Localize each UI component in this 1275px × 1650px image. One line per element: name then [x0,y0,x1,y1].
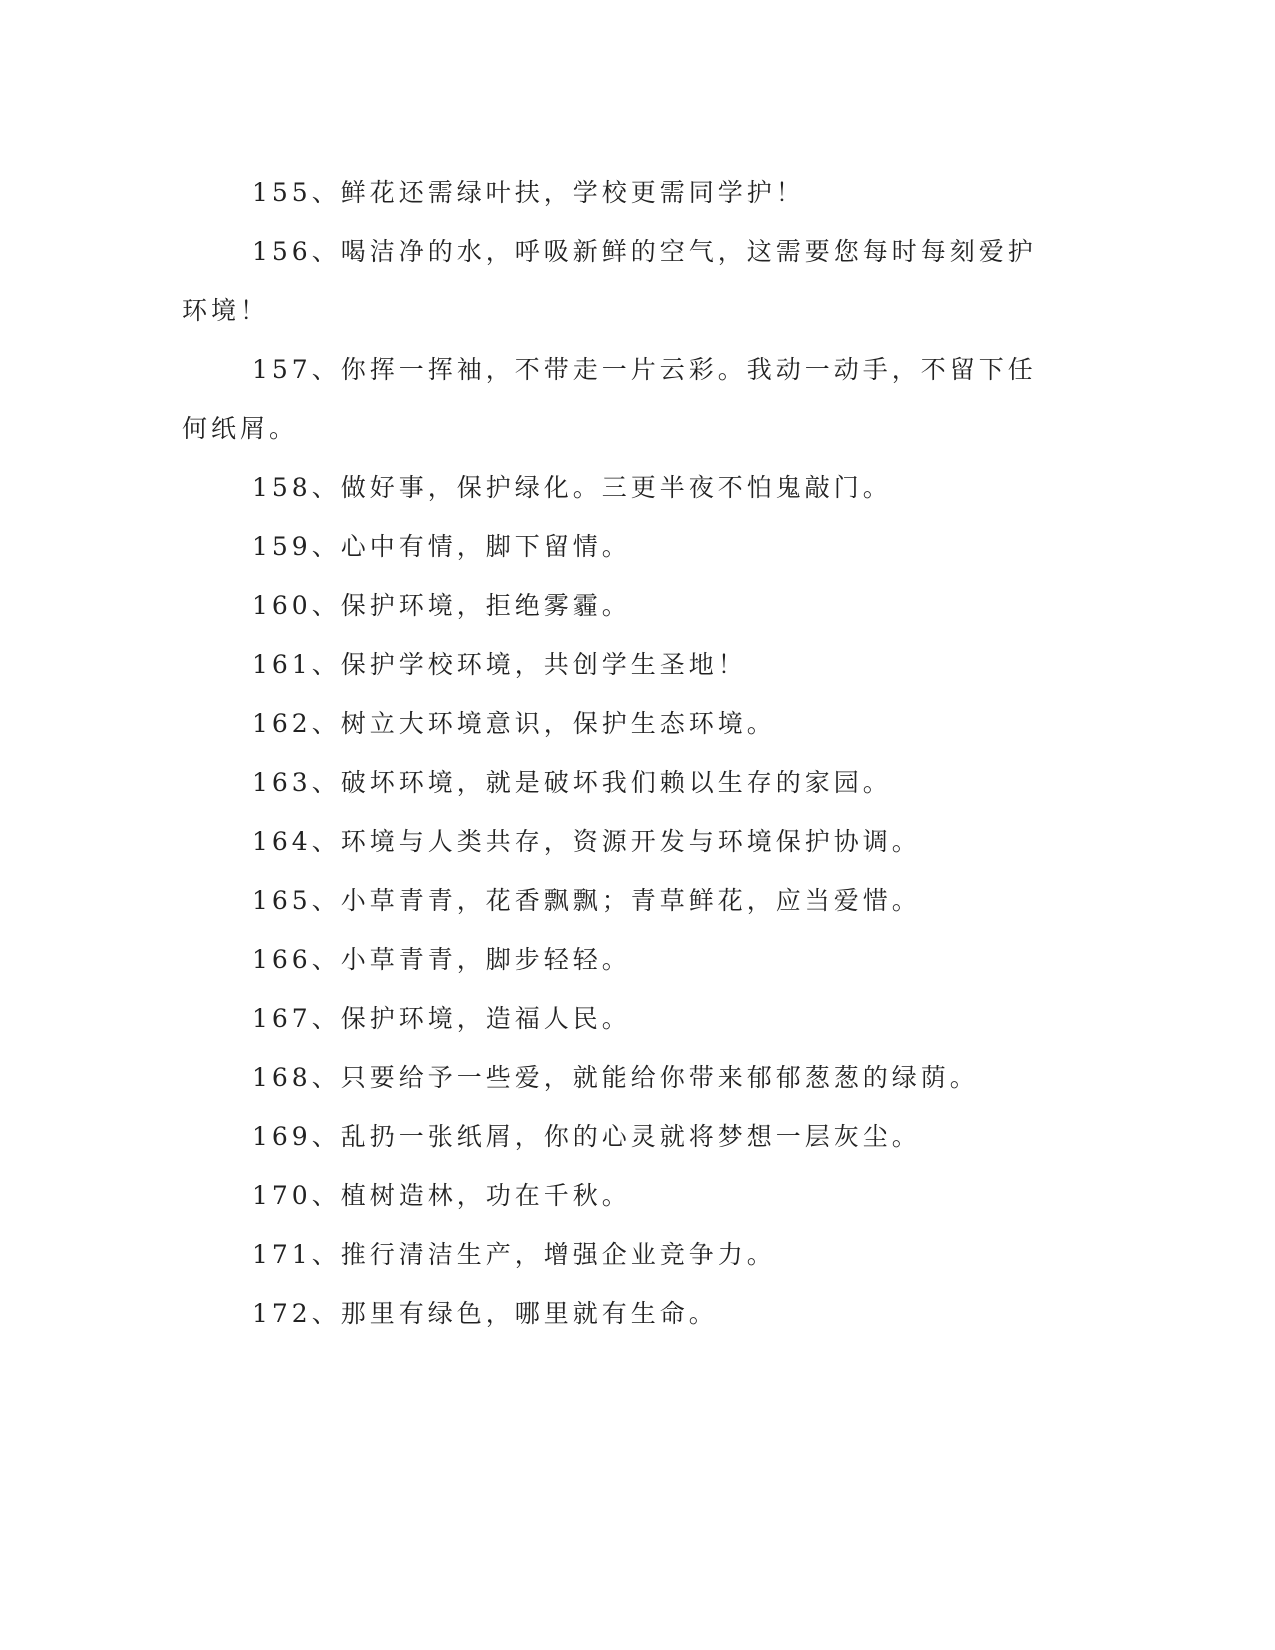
list-item: 168、只要给予一些爱，就能给你带来郁郁葱葱的绿荫。 [252,1063,979,1092]
slogan-list [182,163,1062,1343]
list-item: 171、推行清洁生产，增强企业竞争力。 [252,1240,776,1269]
list-item: 163、破坏环境，就是破坏我们赖以生存的家园。 [252,768,892,797]
list-item: 162、树立大环境意识，保护生态环境。 [252,709,776,738]
list-item: 158、做好事，保护绿化。三更半夜不怕鬼敲门。 [252,473,892,502]
list-item: 165、小草青青，花香飘飘；青草鲜花，应当爱惜。 [252,886,921,915]
list-item: 156、喝洁净的水，呼吸新鲜的空气，这需要您每时每刻爱护环境！ [182,237,1037,325]
list-item: 155、鲜花还需绿叶扶，学校更需同学护！ [252,178,805,207]
list-item: 166、小草青青，脚步轻轻。 [252,945,631,974]
list-item: 172、那里有绿色，哪里就有生命。 [252,1299,718,1328]
list-item: 167、保护环境，造福人民。 [252,1004,631,1033]
list-item: 164、环境与人类共存，资源开发与环境保护协调。 [252,827,921,856]
list-item: 169、乱扔一张纸屑，你的心灵就将梦想一层灰尘。 [252,1122,921,1151]
list-item: 159、心中有情，脚下留情。 [252,532,631,561]
list-item: 160、保护环境，拒绝雾霾。 [252,591,631,620]
list-item: 161、保护学校环境，共创学生圣地！ [252,650,747,679]
list-item: 157、你挥一挥袖，不带走一片云彩。我动一动手，不留下任何纸屑。 [182,355,1037,443]
list-item: 170、植树造林，功在千秋。 [252,1181,631,1210]
